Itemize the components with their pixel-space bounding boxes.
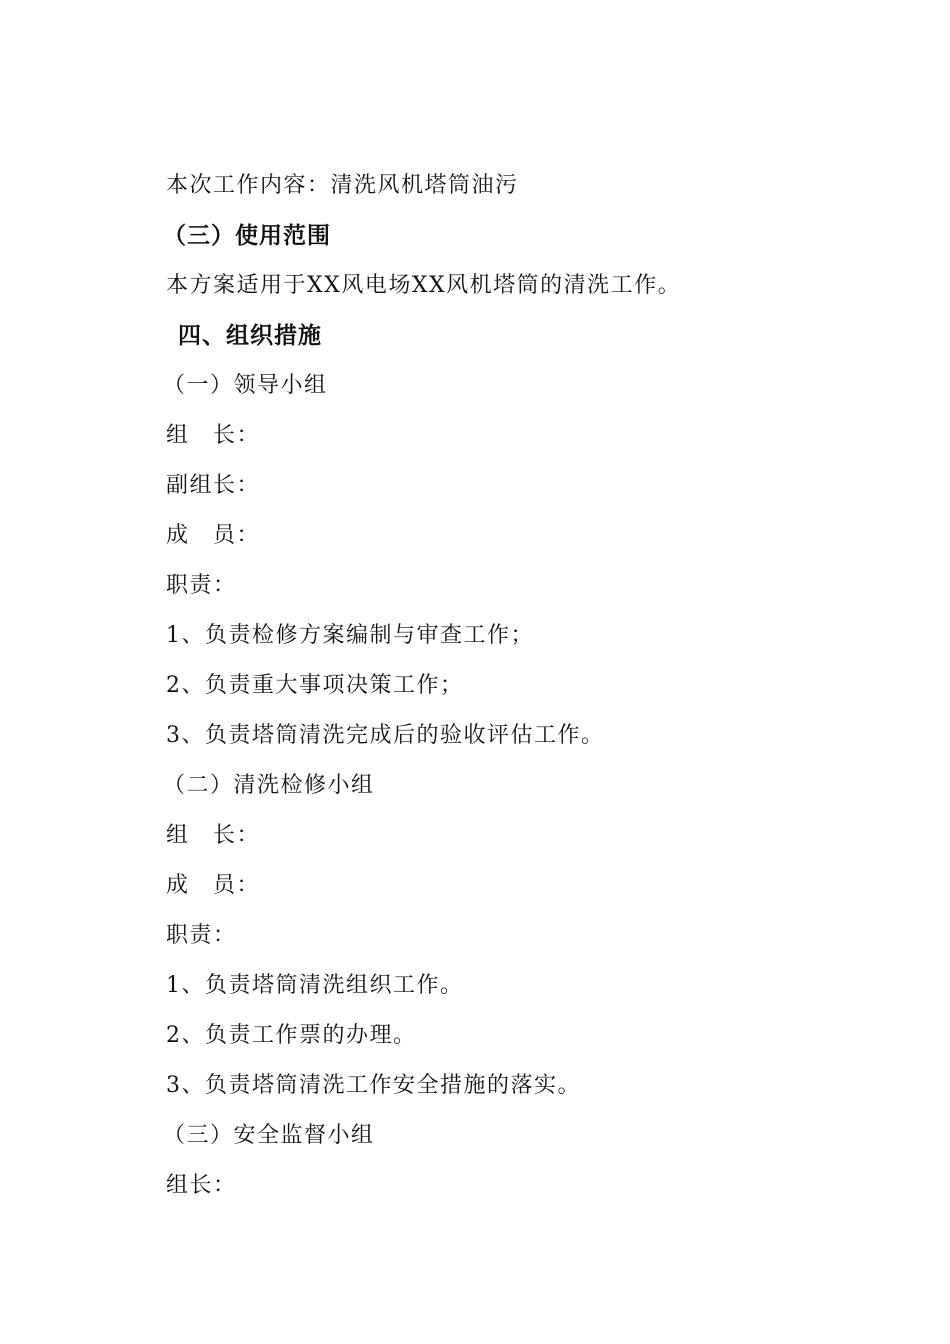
members-label: 成 员： <box>166 523 261 548</box>
section-organization-heading: 四、组织措施 <box>178 323 322 349</box>
duty-item: 2、负责工作票的办理。 <box>166 1023 417 1048</box>
leader-label: 组长： <box>166 1173 237 1198</box>
duties-label: 职责： <box>166 573 237 598</box>
cleaning-group-heading: （二）清洗检修小组 <box>163 773 375 798</box>
members-label: 成 员： <box>166 873 261 898</box>
scope-paragraph: 本方案适用于XX风电场XX风机塔筒的清洗工作。 <box>166 273 682 298</box>
leader-label: 组 长： <box>166 423 261 448</box>
duty-item: 1、负责检修方案编制与审查工作； <box>166 623 534 648</box>
leader-label: 组 长： <box>166 823 261 848</box>
section-scope-heading: （三）使用范围 <box>163 223 331 249</box>
deputy-leader-label: 副组长： <box>166 473 261 498</box>
duties-label: 职责： <box>166 923 237 948</box>
duty-item: 1、负责塔筒清洗组织工作。 <box>166 973 464 998</box>
duty-item: 2、负责重大事项决策工作； <box>166 673 464 698</box>
duty-item: 3、负责塔筒清洗完成后的验收评估工作。 <box>166 723 605 748</box>
work-content-line: 本次工作内容：清洗风机塔筒油污 <box>166 173 519 198</box>
duty-item: 3、负责塔筒清洗工作安全措施的落实。 <box>166 1073 581 1098</box>
safety-group-heading: （三）安全监督小组 <box>163 1123 375 1148</box>
leadership-group-heading: （一）领导小组 <box>163 373 328 398</box>
